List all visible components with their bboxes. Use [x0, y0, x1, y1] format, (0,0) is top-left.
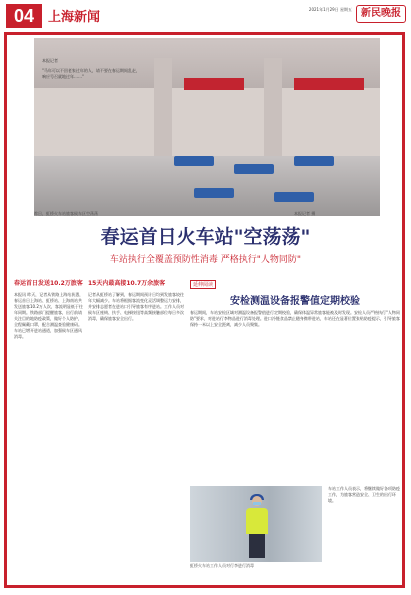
column-1-body: 本报讯 昨天，记者从铁路上海站获悉，春运首日上海站、虹桥站、上海南站共发送旅客10.2万人次，客流明显低于往年同期。铁路部门提醒旅客，出行前请关注目的地防疫政策，做好个人防护，全程佩戴口罩，配合测温查验健康码。车站已增开进站通道，加强候车区通风消毒。	[14, 292, 84, 339]
photo-bench	[294, 156, 334, 166]
photo-byline: 本报记者	[42, 58, 58, 63]
photo-sign	[184, 78, 244, 90]
safety-body-continued: 车站工作人员表示，将继续做好各项防疫工作，为旅客营造安全、卫生的出行环境。	[328, 486, 400, 503]
worker-mask	[253, 502, 261, 505]
photo-caption: 昨日，虹桥火车站旅客候车区空荡荡	[34, 211, 98, 216]
main-headline: 春运首日火车站"空荡荡"	[100, 226, 311, 248]
page-header	[0, 0, 411, 30]
worker-figure	[246, 496, 268, 558]
section-title: 上海新闻	[48, 10, 101, 25]
page-number: 04	[6, 4, 42, 28]
photo-bench	[194, 188, 234, 198]
worker-legs	[249, 534, 265, 558]
photo-intro: "马年可以不回老家过年的人，请不要在春运期间乱走，响应号召就地过年……"	[42, 68, 140, 79]
subheadline: 车站执行全覆盖预防性消毒 严格执行"人物同防"	[109, 255, 302, 265]
station-photo	[34, 38, 380, 216]
photo-sign	[294, 78, 364, 90]
article-column-2	[88, 280, 186, 576]
safety-body: 春运期间，车站安检区域对测温设备报警值进行定期校验，确保体温异常旅客能被及时发现。安检人员严格执行"人物同防"要求，对进站行李物品进行消毒处理。进口冷链食品禁止随身携带进站，车站还在显著位置张贴防疫提示，引导旅客保持一米以上安全距离，减少人员聚集。	[190, 310, 400, 327]
safety-title: 安检测温设备报警值定期校验	[230, 296, 360, 307]
column-2-body: 记者从虹桥站了解到，春运期间预计日均到发旅客较往年大幅减少。车站将根据客流变化灵活调整运力安排，并安排志愿者在进站口引导旅客有序进站。工作人员对候车区座椅、扶手、电梯按钮等高频接触部位每日多次消毒，确保旅客安全出行。	[88, 292, 184, 321]
photo-bench	[234, 164, 274, 174]
worker-photo	[190, 486, 322, 562]
photo-credit: 本报记者 摄	[294, 211, 316, 216]
article-column-1	[14, 280, 84, 576]
column-1-title: 春运首日发送10.2万旅客	[14, 280, 83, 287]
worker-photo-caption: 虹桥火车站工作人员对行李进行消毒	[190, 563, 254, 568]
safety-article	[190, 280, 400, 580]
newspaper-logo: 新民晚报	[356, 5, 406, 23]
section-tag: 延伸阅读	[190, 280, 216, 289]
worker-vest	[246, 508, 268, 534]
date-line: 2021年1月29日 星期五	[308, 7, 352, 12]
photo-bench	[274, 192, 314, 202]
column-2-title: 15天内最高接10.7万余旅客	[88, 280, 166, 287]
photo-bench	[174, 156, 214, 166]
